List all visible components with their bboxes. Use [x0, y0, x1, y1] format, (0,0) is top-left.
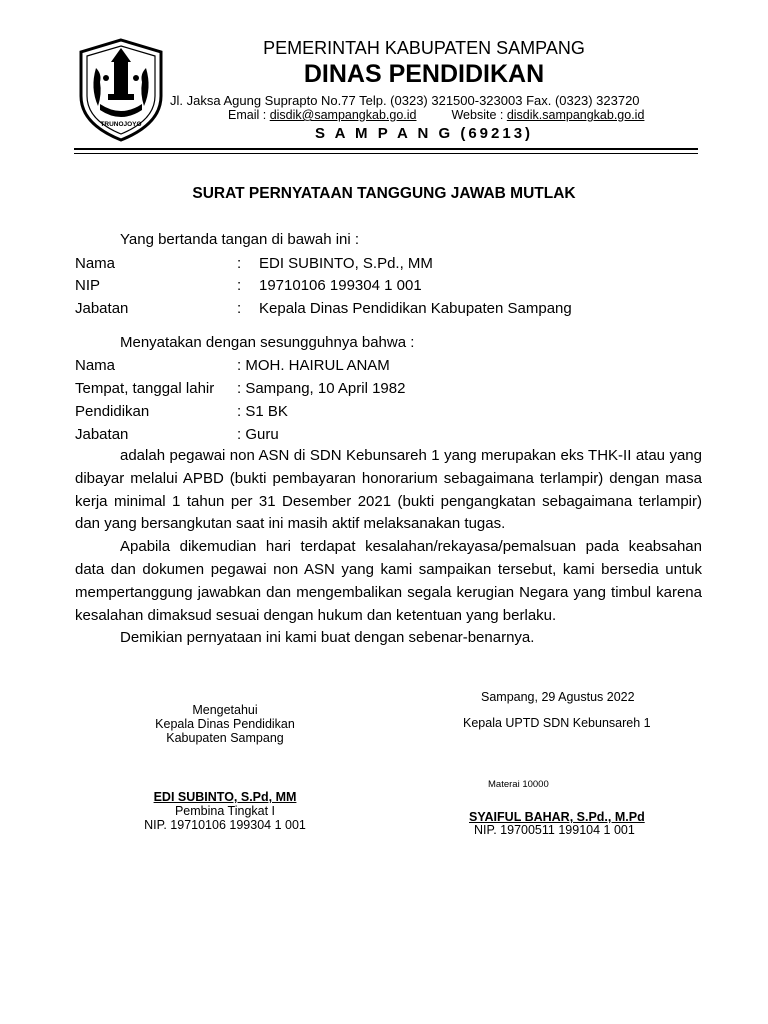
stamp-duty-label: Materai 10000 [488, 779, 549, 790]
header-rule-thin [74, 153, 698, 154]
subject-birth-label: Tempat, tanggal lahir [75, 380, 215, 397]
subject-position-label: Jabatan [75, 426, 129, 443]
signer-position-label: Jabatan [75, 300, 129, 317]
left-position-line2: Kabupaten Sampang [166, 731, 284, 745]
subject-name-value: : MOH. HAIRUL ANAM [237, 357, 390, 374]
signer-nip-value: 19710106 199304 1 001 [259, 277, 422, 294]
header-government: PEMERINTAH KABUPATEN SAMPANG [263, 38, 585, 58]
header-rule-thick [74, 148, 698, 150]
left-position-line1: Kepala Dinas Pendidikan [155, 717, 295, 731]
logo-text: TRUNOJOYO [100, 121, 142, 128]
subject-birth-value: : Sampang, 10 April 1982 [237, 380, 406, 397]
signature-left-identity [125, 790, 325, 832]
signer-position-sep: : [237, 300, 242, 317]
signer-nip-sep: : [237, 277, 242, 294]
intro-text: Yang bertanda tangan di bawah ini : [120, 231, 360, 248]
subject-education-value: : S1 BK [237, 403, 288, 420]
right-position: Kepala UPTD SDN Kebunsareh 1 [463, 716, 651, 730]
left-signer-nip: NIP. 19710106 199304 1 001 [144, 818, 306, 832]
postal-code: (69213) [460, 125, 534, 142]
left-signer-name: EDI SUBINTO, S.Pd, MM [153, 790, 297, 804]
signer-name-sep: : [237, 255, 242, 272]
subject-education-label: Pendidikan [75, 403, 150, 420]
subject-name-label: Nama [75, 357, 116, 374]
signer-position-value: Kepala Dinas Pendidikan Kabupaten Sampang [259, 300, 572, 317]
city-name: S A M P A N G [314, 125, 454, 142]
left-signer-rank: Pembina Tingkat I [174, 804, 276, 818]
signer-name-value: EDI SUBINTO, S.Pd., MM [259, 255, 433, 272]
signer-nip-label: NIP [75, 277, 101, 294]
header-contact [228, 108, 644, 122]
signer-name-label: Nama [75, 255, 116, 272]
paragraph-closing: Demikian pernyataan ini kami buat dengan sebenar-benarnya. [120, 629, 535, 647]
subject-position-value: : Guru [237, 426, 279, 443]
paragraph-liability: Apabila dikemudian hari terdapat kesalahan/rekayasa/pemalsuan pada keabsahan data dan dokumen pegawai non ASN yang kami sampaikan tersebut, kami bersedia untuk mempertanggung jawabkan dan mengembalikan segala kerugian Negara yang timbul karena kesalahan dimaksud sesuai dengan hukum dan ketentuan yang berlaku. [75, 538, 702, 624]
statement-body [75, 445, 702, 650]
document-title: SURAT PERNYATAAN TANGGUNG JAWAB MUTLAK [192, 185, 576, 202]
acknowledged-label: Mengetahui [192, 703, 258, 717]
right-signer-name: SYAIFUL BAHAR, S.Pd., M.Pd [469, 810, 645, 824]
statement-intro: Menyatakan dengan sesungguhnya bahwa : [120, 334, 415, 351]
email-link[interactable]: disdik@sampangkab.go.id [269, 108, 417, 122]
paragraph-employment: adalah pegawai non ASN di SDN Kebunsareh 1 yang merupakan eks THK-II atau yang dibayar melalui APBD (bukti pembayaran honorarium sebagaimana terlampir) dengan masa kerja minimal 1 tahun per 31 Desember 2021 (bukti pengangkatan sebagaimana terlampir) dan yang bersangkutan saat ini masih aktif melaksanakan tugas. [75, 447, 702, 533]
place-date: Sampang, 29 Agustus 2022 [481, 690, 635, 704]
header-address: Jl. Jaksa Agung Suprapto No.77 Telp. (0323) 321500-323003 Fax. (0323) 323720 [170, 93, 640, 108]
signature-left-heading [125, 703, 325, 745]
website-link[interactable]: disdik.sampangkab.go.id [506, 108, 645, 122]
email-label: Email : [228, 108, 267, 122]
right-signer-nip: NIP. 19700511 199104 1 001 [474, 823, 635, 837]
header-agency: DINAS PENDIDIKAN [303, 60, 545, 88]
website-label: Website : [451, 108, 504, 122]
header-city [0, 125, 768, 142]
